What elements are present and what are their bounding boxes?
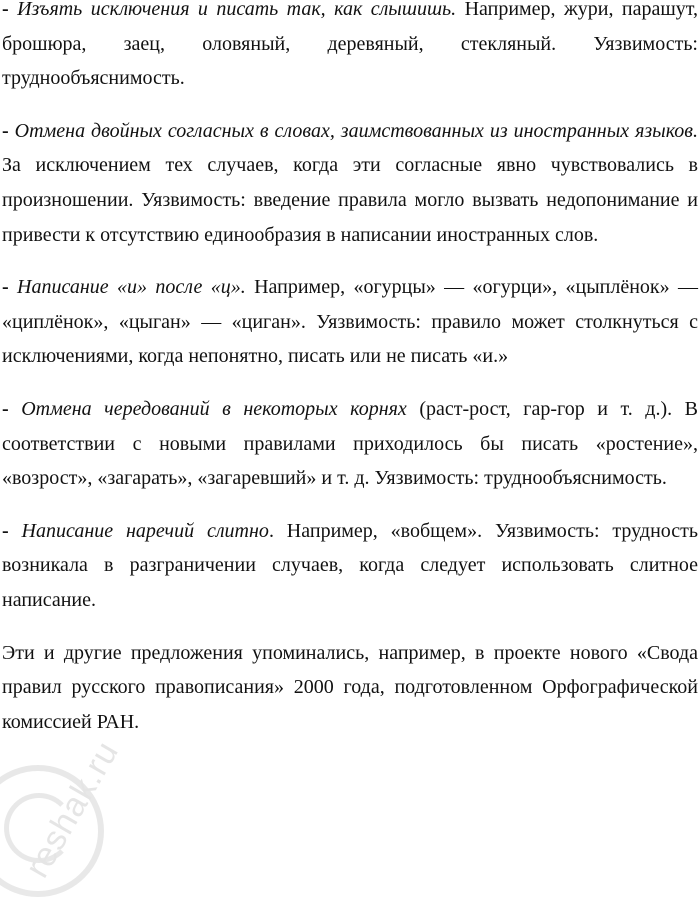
watermark-text: reshak.ru (18, 734, 127, 884)
paragraph-double-consonants (2, 114, 698, 252)
list-dash: - (2, 276, 9, 299)
proposal-title: Отмена двойных согласных в словах, заимствованных из иностранных языков. (8, 119, 698, 142)
list-dash: - (2, 519, 9, 542)
paragraph-i-after-ts (2, 270, 698, 374)
list-dash: - (2, 397, 9, 420)
proposal-body: Например, жури, парашут, брошюра, заец, оловяный, деревяный, стекляный. Уязвимость: труднообъяснимость. (2, 0, 698, 90)
conclusion-text: Эти и другие предложения упоминались, например, в проекте нового «Свода правил русского правописания» 2000 года, подготовленном Орфографической комиссией РАН. (2, 641, 698, 733)
document-page (2, 0, 698, 757)
proposal-title: Отмена чередований в некоторых корнях (8, 397, 407, 420)
proposal-body: . Например, «вобщем». Уязвимость: трудность возникала в разграничении случаев, когда следует использовать слитное написание. (2, 519, 699, 611)
copyright-c-icon (4, 793, 74, 863)
proposal-title: Написание «и» после «ц». (8, 276, 246, 299)
proposal-body: Например, «огурцы» — «огурци», «цыплёнок» — «циплёнок», «цыган» — «циган». Уязвимость: правило может столкнуться с исключениями, когда непонятно, писать или не писать «и.» (2, 276, 698, 368)
proposal-body: (раст-рост, гар-гор и т. д.). В соответствии с новыми правилами приходилось бы писать «ростение», «возрост», «загарать», «загаревший» и т. д. Уязвимость: труднообъяснимость. (2, 397, 698, 490)
paragraph-root-alternation (2, 392, 698, 496)
proposal-title: Изъять исключения и писать так, как слышишь. (17, 0, 457, 20)
proposal-title: Написание наречий слитно (8, 519, 269, 542)
paragraph-conclusion (2, 636, 698, 740)
list-dash: - (2, 119, 9, 142)
copyright-circle-icon (0, 765, 104, 897)
paragraph-adverbs-joined (2, 514, 698, 618)
proposal-body: За исключением тех случаев, когда эти согласные явно чувствовались в произношении. Уязвимость: введение правила могло вызвать недопонимание и привести к отсутствию единообразия в написании иностранных слов. (2, 154, 698, 246)
paragraph-remove-exceptions (2, 0, 698, 96)
list-dash: - (2, 0, 9, 20)
